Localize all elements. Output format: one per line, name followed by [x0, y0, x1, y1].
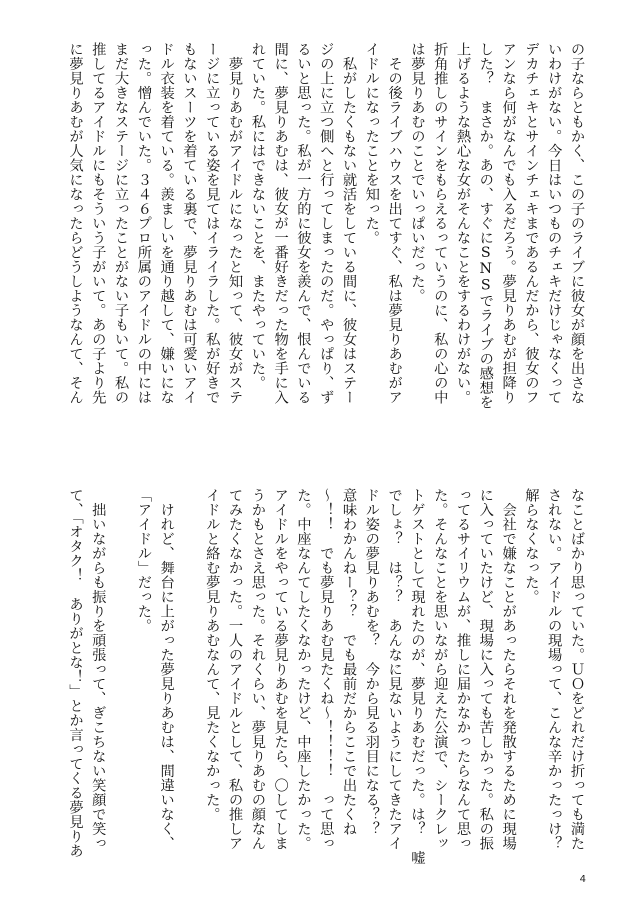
text-line: デカチェキとサインチェキまであるんだから、彼女のフ: [523, 42, 540, 405]
text-line: いわけがない。今日はいつものチェキだけじゃなくって: [546, 42, 563, 405]
text-line: なことばかり思っていた。ＵＯをどれだけ折っても満た: [569, 488, 585, 851]
text-block-top: [64, 42, 588, 422]
text-line: 「アイドル」だった。: [135, 488, 152, 633]
text-line: 間に、夢見りあむは、彼女が一番好きだった物を手に入: [272, 42, 289, 405]
text-line: その後ライブハウスを出てすぐ、私は夢見りあむがア: [386, 42, 403, 405]
text-line: 夢見りあむがアイドルになったと知って、彼女がステ: [227, 42, 244, 405]
text-line: でしょ？ は？？ あんなに見ないようにしてきたアイ: [386, 488, 403, 851]
text-line: た。そんなことを思いながら迎えた公演で、シークレッ: [432, 488, 449, 851]
text-line: ドル衣装を着ている。羨ましいを通り越して、嫌いにな: [158, 42, 175, 405]
text-line: れていた。私にはできないことを、またやっていた。: [249, 42, 266, 390]
text-line: に夢見りあむが人気になったらどうしようなんて、そん: [67, 42, 84, 405]
text-line: た。中座なんてしたくなかったけど、中座したかった。: [295, 488, 312, 851]
text-line: 折角推しのサインをもらえるっていうのに、私の心の中: [432, 42, 449, 405]
text-line: 解らなくなった。: [523, 488, 540, 604]
text-line: トゲストとして現れたのが、夢見りあむだった。は？ 嘘: [409, 488, 426, 865]
text-line: されない。アイドルの現場って、こんな辛かったっけ？: [546, 488, 563, 851]
text-line: った。憎んでいた。３４６プロ所属のアイドルの中には: [135, 42, 152, 405]
text-line: に入っていたけど、現場に入っても苦しかった。私の振: [477, 488, 494, 851]
text-line: アイドルをやっている夢見りあむを見たら、〇してしま: [272, 488, 289, 851]
text-line: ～！！ でも夢見りあむ見たくね～！！！！ って思っ: [318, 488, 335, 851]
text-line: ジの上に立つ側へと行ってしまったのだ。やっぱり、ず: [318, 42, 335, 405]
text-line: ってるサイリウムが、推しに届かなかったらなんて思っ: [455, 488, 472, 851]
text-line: [178, 488, 201, 873]
text-line: もないスーツを着ている裏で、夢見りあむは可愛いアイ: [181, 42, 198, 405]
text-line: 意味わかんねー？？ でも最前だからここで出たくね: [341, 488, 358, 836]
text-line: ドル姿の夢見りあむを？ 今から見る羽目になる？？: [363, 488, 380, 836]
text-line: は夢見りあむのことでいっぱいだった。: [409, 42, 426, 303]
text-line: アンなら何がなんでも入るだろう。夢見りあむが担降り: [500, 42, 517, 405]
text-line: 私がしたくもない就活をしている間に、彼女はステー: [341, 42, 358, 405]
text-line: てみたくなかった。一人のアイドルとして、私の推しア: [227, 488, 244, 851]
page-number: 4: [579, 874, 586, 885]
text-line: 上げるような熱心な女がそんなことをするわけがない。: [455, 42, 472, 405]
text-line: の子ならともかく、この子のライブに彼女が顔を出さな: [569, 42, 585, 405]
text-line: 会社で嫌なことがあったらそれを発散するために現場: [500, 488, 517, 851]
text-line: うかもとさえ思った。それくらい、夢見りあむの顔なん: [249, 488, 266, 851]
text-line: ージに立っている姿を見てはイライラした。私が好きで: [204, 42, 221, 405]
text-line: 拙いながらも振りを頑張って、ぎこちない笑顔で笑っ: [90, 488, 107, 851]
text-line: 推してるアイドルにもそういう子がいて。あの子より先: [90, 42, 107, 405]
text-line: けれど、舞台に上がった夢見りあむは、間違いなく、: [158, 488, 175, 851]
text-line: した？ まさか。あの、すぐにSNSでライブの感想を: [477, 42, 494, 410]
text-block-bottom: [64, 488, 588, 873]
text-line: まだ大きなステージに立ったことがない子もいて。私の: [113, 42, 130, 405]
text-line: るいと思った。私が一方的に彼女を羨んで、恨んでいる: [295, 42, 312, 405]
text-line: イドルと絡む夢見りあむなんて、見たくなかった。: [204, 488, 221, 822]
text-line: イドルになったことを知った。: [363, 42, 380, 245]
text-line: て、「オタク！ ありがとな！」とか言ってくる夢見りあ: [67, 488, 84, 858]
text-line: [109, 488, 132, 873]
